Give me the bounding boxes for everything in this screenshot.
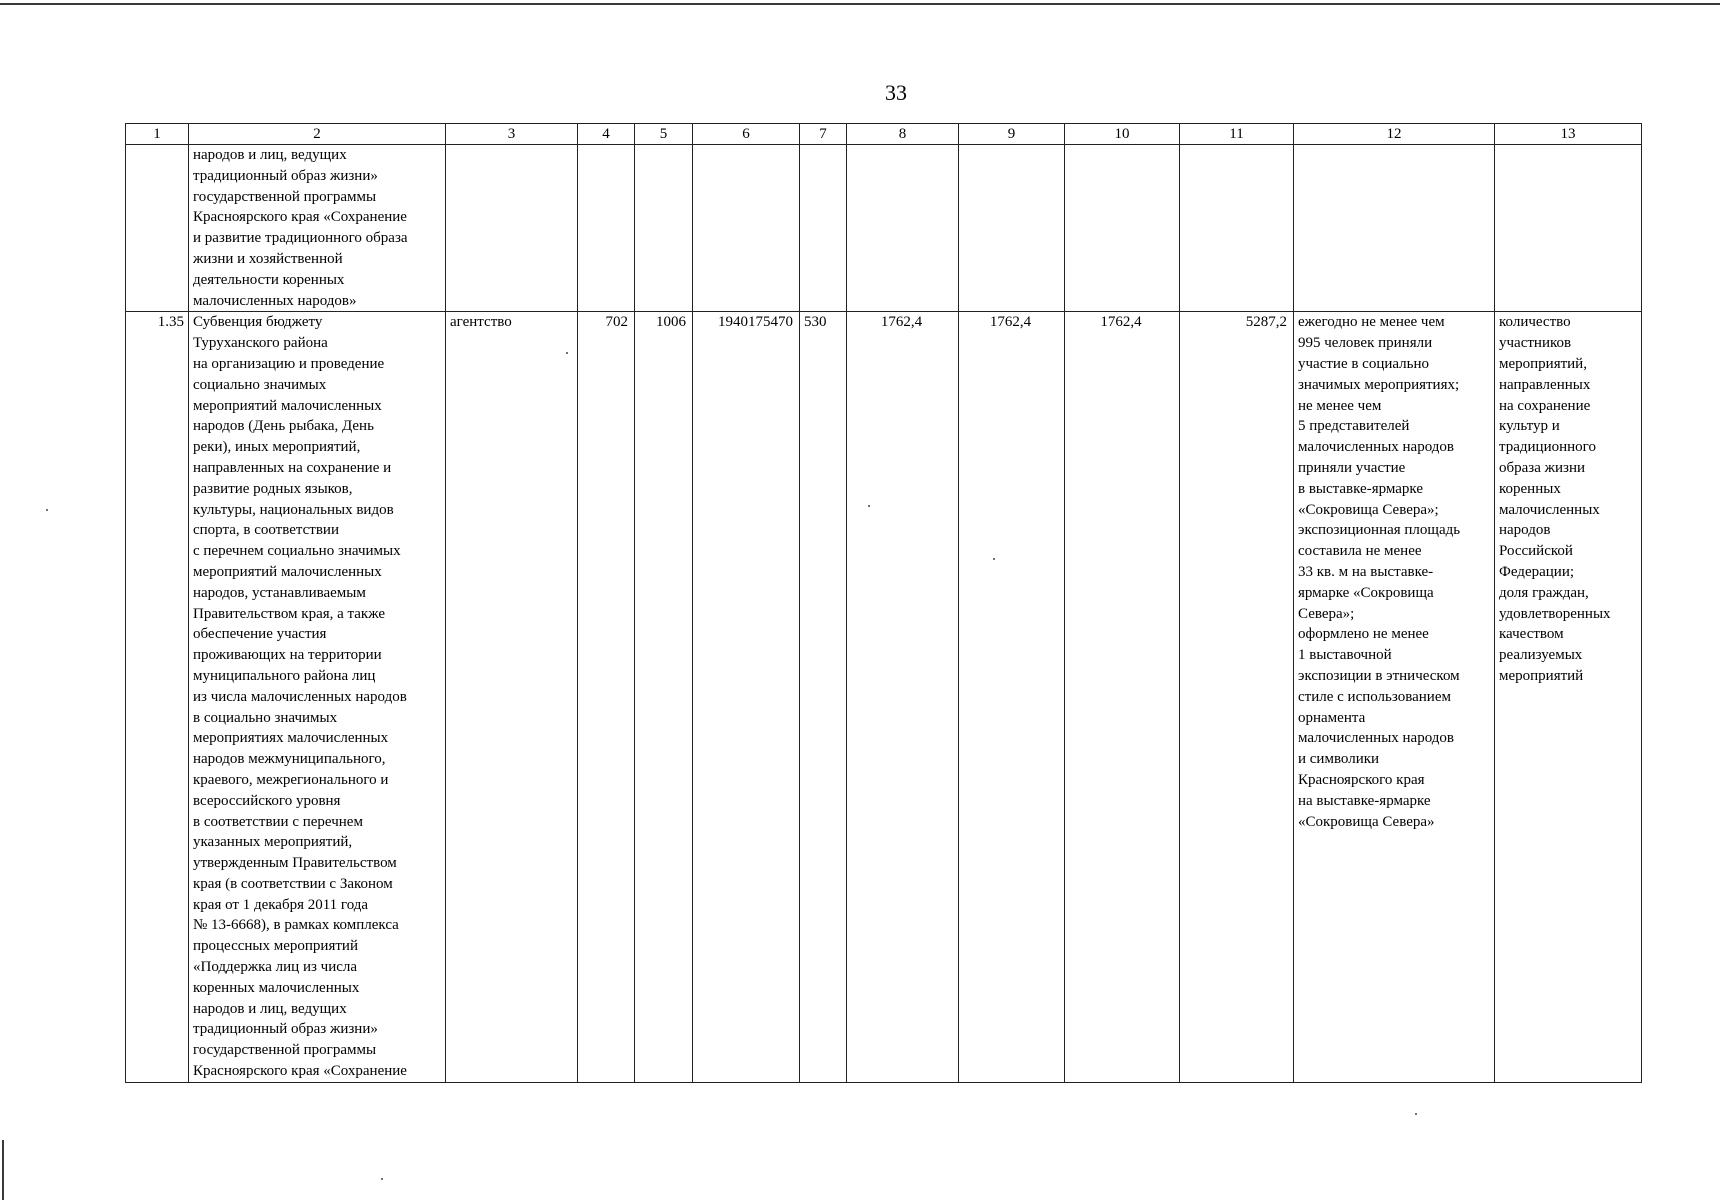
row-id: 1.35 — [126, 312, 189, 1082]
header-cell-7: 7 — [800, 124, 847, 145]
scan-speck — [1415, 1113, 1417, 1115]
scan-speck — [993, 558, 995, 560]
row-col11: 5287,2 — [1180, 312, 1294, 1082]
left-border-line — [2, 1140, 4, 1200]
row-executor: агентство — [446, 312, 578, 1082]
header-cell-13: 13 — [1495, 124, 1642, 145]
cont-cell-3 — [446, 145, 578, 312]
row-col9: 1762,4 — [959, 312, 1065, 1082]
cont-cell-13 — [1495, 145, 1642, 312]
header-cell-4: 4 — [578, 124, 635, 145]
row-description-text: Субвенция бюджету Туруханского района на организацию и проведение социально значимых мероприятий малочисленных народов (День рыбака, День реки), иных мероприятий, направленных на сохранение и развитие родных языков, культуры, национальных видов спорта, в соответствии с перечнем социально значимых мероприятий малочисленных народов, устанавливаемым Правительством края, а также обеспечение участия проживающих на территории муниципального района лиц из числа малочисленных народов в социально значимых мероприятиях малочисленных народов межмуниципального, краевого, межрегионального и всероссийского уровня в соответствии с перечнем указанных мероприятий, утвержденным Правительством края (в соответствии с Законом края от 1 декабря 2011 года № 13-6668), в рамках комплекса процессных мероприятий «Поддержка лиц из числа коренных малочисленных народов и лиц, ведущих традиционный образ жизни» государственной программы Красноярского края «Сохранение — [193, 314, 407, 1080]
header-cell-2: 2 — [189, 124, 446, 145]
cont-cell-10 — [1065, 145, 1180, 312]
header-cell-5: 5 — [635, 124, 693, 145]
row-result-text: ежегодно не менее чем 995 человек приняли участие в социально значимых мероприятиях; не менее чем 5 представителей малочисленных народов приняли участие в выставке-ярмарке «Сокровища Севера»; экспозиционная площадь составила не менее 33 кв. м на выставке- ярмарке «Сокровища Севера»; оформлено не менее 1 выставочной экспозиции в этническом стиле с использованием орнамента малочисленных народов и символики Красноярского края на выставке-ярмарке «Сокровища Севера» — [1298, 314, 1461, 830]
continuation-row — [126, 145, 1642, 312]
cont-cell-description — [189, 145, 446, 312]
header-cell-1: 1 — [126, 124, 189, 145]
row-description — [189, 312, 446, 1082]
cont-cell-8 — [847, 145, 959, 312]
cont-cell-12 — [1294, 145, 1495, 312]
row-col10: 1762,4 — [1065, 312, 1180, 1082]
header-cell-10: 10 — [1065, 124, 1180, 145]
row-indicator-text: количество участников мероприятий, направленных на сохранение культур и традиционного образа жизни коренных малочисленных народов Российской Федерации; доля граждан, удовлетворенных качеством реализуемых мероприятий — [1499, 314, 1611, 684]
scan-speck — [566, 352, 568, 354]
budget-table — [125, 123, 1642, 1083]
row-col5: 1006 — [635, 312, 693, 1082]
scan-speck — [868, 505, 870, 507]
scan-speck — [381, 1178, 383, 1180]
cont-cell-6 — [693, 145, 800, 312]
cont-cell-9 — [959, 145, 1065, 312]
cont-cell-7 — [800, 145, 847, 312]
scan-speck — [46, 509, 48, 511]
header-cell-6: 6 — [693, 124, 800, 145]
header-cell-11: 11 — [1180, 124, 1294, 145]
cont-cell-4 — [578, 145, 635, 312]
header-cell-12: 12 — [1294, 124, 1495, 145]
row-col13 — [1495, 312, 1642, 1082]
top-border-line — [0, 3, 1720, 5]
page-number: 33 — [885, 80, 907, 105]
header-cell-3: 3 — [446, 124, 578, 145]
cont-description-text: народов и лиц, ведущих традиционный образ жизни» государственной программы Красноярского края «Сохранение и развитие традиционного образа жизни и хозяйственной деятельности коренных малочисленных народов» — [193, 147, 408, 309]
cont-cell-5 — [635, 145, 693, 312]
table-row — [126, 312, 1642, 1082]
row-col7: 530 — [800, 312, 847, 1082]
header-cell-9: 9 — [959, 124, 1065, 145]
row-col12 — [1294, 312, 1495, 1082]
header-cell-8: 8 — [847, 124, 959, 145]
row-col4: 702 — [578, 312, 635, 1082]
row-col6: 1940175470 — [693, 312, 800, 1082]
cont-cell-id — [126, 145, 189, 312]
row-col8: 1762,4 — [847, 312, 959, 1082]
cont-cell-11 — [1180, 145, 1294, 312]
header-row — [126, 124, 1642, 145]
